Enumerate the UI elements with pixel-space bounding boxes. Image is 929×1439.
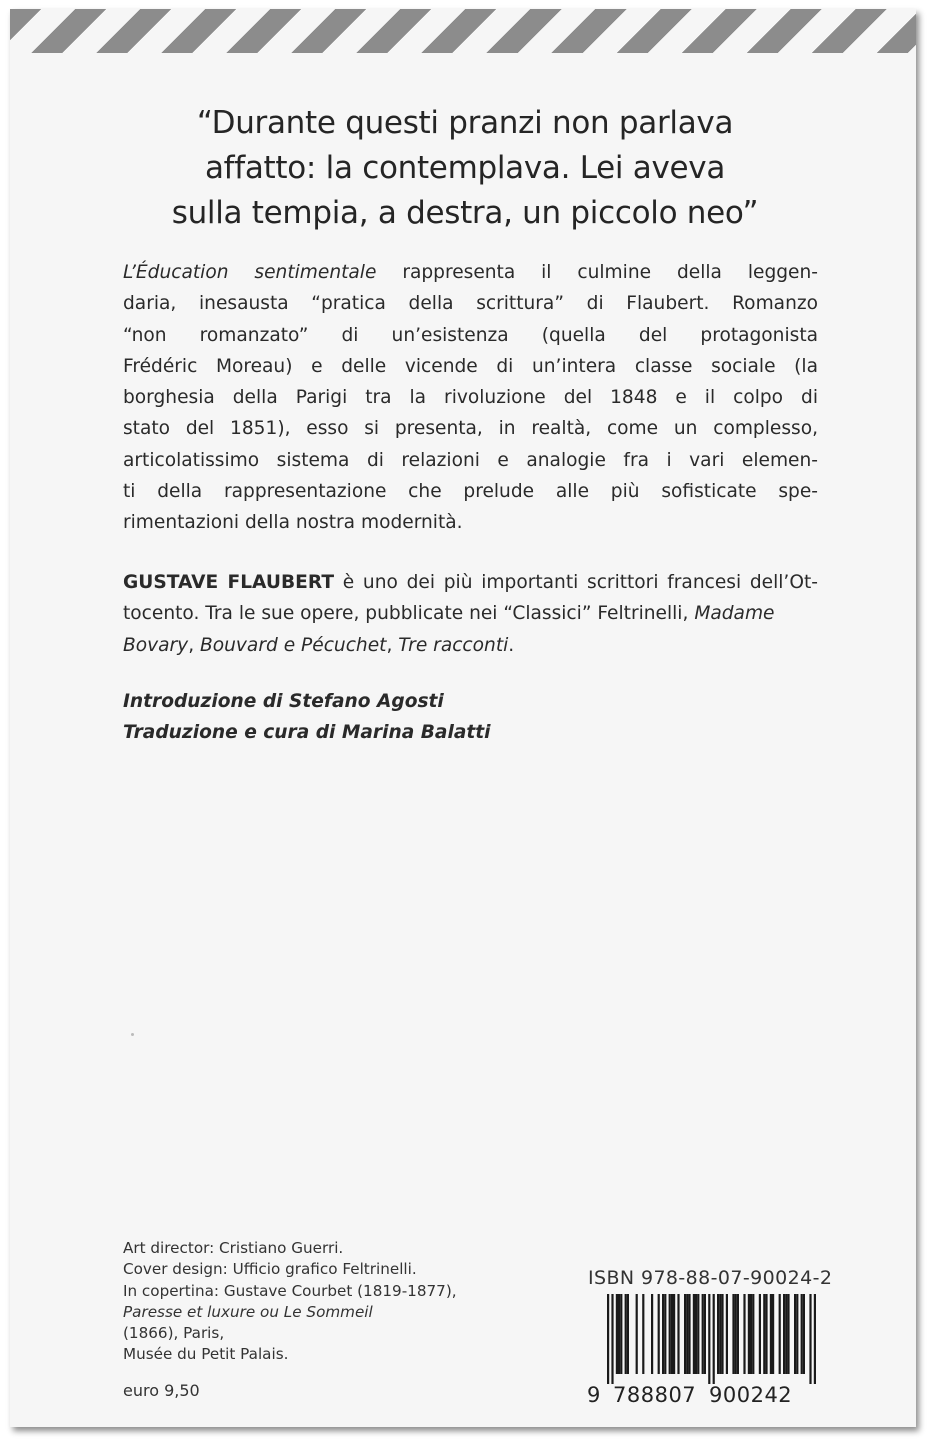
edition-credits	[123, 686, 491, 749]
barcode-bar	[743, 1294, 745, 1374]
barcode-bar	[662, 1294, 664, 1374]
barcode-bar	[735, 1294, 737, 1374]
barcode-bar	[737, 1294, 739, 1374]
author-bio	[123, 567, 818, 661]
barcode-bar	[759, 1294, 761, 1374]
print-speck	[131, 1033, 134, 1036]
painting-title: Paresse et luxure ou Le Sommeil	[123, 1302, 373, 1321]
barcode-bar	[748, 1294, 750, 1374]
barcode-bar	[673, 1294, 675, 1374]
barcode-bar	[684, 1294, 686, 1374]
barcode-bar	[693, 1294, 695, 1374]
painting-credit: Paresse et luxure ou Le Sommeil (1866), Paris,	[123, 1302, 373, 1343]
translation-credit: Traduzione e cura di Marina Balatti	[123, 722, 491, 744]
colophon	[123, 1238, 457, 1366]
barcode-bar	[642, 1294, 644, 1374]
barcode-guard-bar	[611, 1294, 613, 1384]
barcode-bar	[702, 1294, 704, 1374]
barcode-bar	[752, 1294, 754, 1374]
barcode-bar	[785, 1294, 787, 1374]
barcode-bar	[770, 1294, 772, 1374]
book-title: L’Éducation sentimentale	[123, 262, 377, 283]
description-line: articolatissimo sistema di relazioni e analogie fra i vari elemen-	[123, 449, 818, 471]
barcode-bar	[801, 1294, 803, 1374]
barcode-bar	[704, 1294, 706, 1374]
book-back-cover	[10, 9, 916, 1427]
quote-line: sulla tempia, a destra, un piccolo neo”	[171, 195, 759, 231]
description-line: stato del 1851), esso si presenta, in realtà, come un complesso,	[123, 418, 818, 440]
description-line: rimentazioni della nostra modernità.	[123, 512, 463, 534]
cover-design-credit: Cover design: Ufficio grafico Feltrinelli.	[123, 1260, 417, 1279]
barcode-bar	[719, 1294, 721, 1374]
barcode-bar	[627, 1294, 629, 1374]
quote-line: affatto: la contemplava. Lei aveva	[204, 150, 726, 186]
barcode-bar	[803, 1294, 805, 1374]
barcode-guard-bar	[713, 1294, 715, 1384]
barcode-bar	[620, 1294, 622, 1374]
cover-image-credit: In copertina: Gustave Courbet (1819-1877),	[123, 1281, 457, 1300]
description-line: daria, inesausta “pratica della scrittura” di Flaubert. Romanzo	[123, 293, 818, 315]
barcode-right-digits: 900242	[709, 1383, 793, 1407]
barcode-bar	[677, 1294, 679, 1374]
barcode-guard-bar	[814, 1294, 816, 1384]
bio-line: Bovary, Bouvard e Pécuchet, Tre racconti.	[123, 634, 515, 656]
barcode-left-digits: 788807	[613, 1383, 697, 1407]
barcode-bar	[765, 1294, 767, 1374]
work-title: Madame	[694, 603, 775, 625]
barcode-bar	[658, 1294, 660, 1374]
book-description	[123, 257, 818, 539]
barcode-bar	[669, 1294, 671, 1374]
barcode-bar	[763, 1294, 765, 1374]
barcode-bar	[695, 1294, 697, 1374]
barcode-bar	[783, 1294, 785, 1374]
barcode-bar	[750, 1294, 752, 1374]
barcode-bar	[671, 1294, 673, 1374]
barcode-bar	[721, 1294, 723, 1374]
pull-quote	[110, 101, 820, 236]
barcode-bar	[686, 1294, 688, 1374]
work-title: Bovary	[123, 634, 189, 656]
barcode-bar	[787, 1294, 789, 1374]
barcode-bar	[636, 1294, 638, 1374]
work-title: Bouvard e Pécuchet	[200, 634, 387, 656]
barcode-guard-bar	[708, 1294, 710, 1384]
barcode-bar	[772, 1294, 774, 1374]
barcode-bar	[616, 1294, 618, 1374]
barcode-bar	[717, 1294, 719, 1374]
author-name: GUSTAVE FLAUBERT	[123, 572, 335, 593]
barcode-bar	[732, 1294, 734, 1374]
barcode-bar	[796, 1294, 798, 1374]
barcode-bar	[664, 1294, 666, 1374]
description-line: Frédéric Moreau) e delle vicende di un’intera classe sociale (la	[123, 355, 818, 377]
price-label: euro 9,50	[123, 1381, 200, 1400]
barcode-bar	[726, 1294, 728, 1374]
barcode	[587, 1294, 819, 1406]
quote-line: “Durante questi pranzi non parlava	[196, 105, 734, 141]
barcode-bars	[587, 1294, 819, 1384]
barcode-bar	[625, 1294, 627, 1374]
striped-header-band	[10, 9, 916, 53]
description-line: ti della rappresentazione che prelude alle più sofisticate spe-	[123, 481, 818, 503]
barcode-bar	[688, 1294, 690, 1374]
barcode-guard-bar	[607, 1294, 609, 1384]
work-title: Tre racconti	[398, 634, 509, 656]
description-line: L’Éducation sentimentale rappresenta il culmine della leggen-	[123, 262, 818, 283]
art-director-credit: Art director: Cristiano Guerri.	[123, 1239, 344, 1257]
barcode-guard-bar	[809, 1294, 811, 1384]
barcode-bar	[697, 1294, 699, 1374]
introduction-credit: Introduzione di Stefano Agosti	[123, 691, 444, 712]
isbn-label: ISBN 978-88-07-90024-2	[588, 1267, 833, 1289]
bio-line: tocento. Tra le sue opere, pubblicate nei “Classici” Feltrinelli, Madame	[123, 603, 775, 625]
barcode-first-digit: 9	[587, 1383, 601, 1407]
barcode-bar	[794, 1294, 796, 1374]
barcode-bar	[779, 1294, 781, 1374]
description-line: borghesia della Parigi tra la rivoluzione del 1848 e il colpo di	[123, 387, 818, 409]
bio-line: GUSTAVE FLAUBERT è uno dei più importanti scrittori francesi dell’Ot-	[123, 572, 818, 593]
barcode-bar	[651, 1294, 653, 1374]
barcode-bar	[618, 1294, 620, 1374]
museum-credit: Musée du Petit Palais.	[123, 1345, 289, 1364]
description-line: “non romanzato” di un’esistenza (quella del protagonista	[123, 324, 818, 346]
